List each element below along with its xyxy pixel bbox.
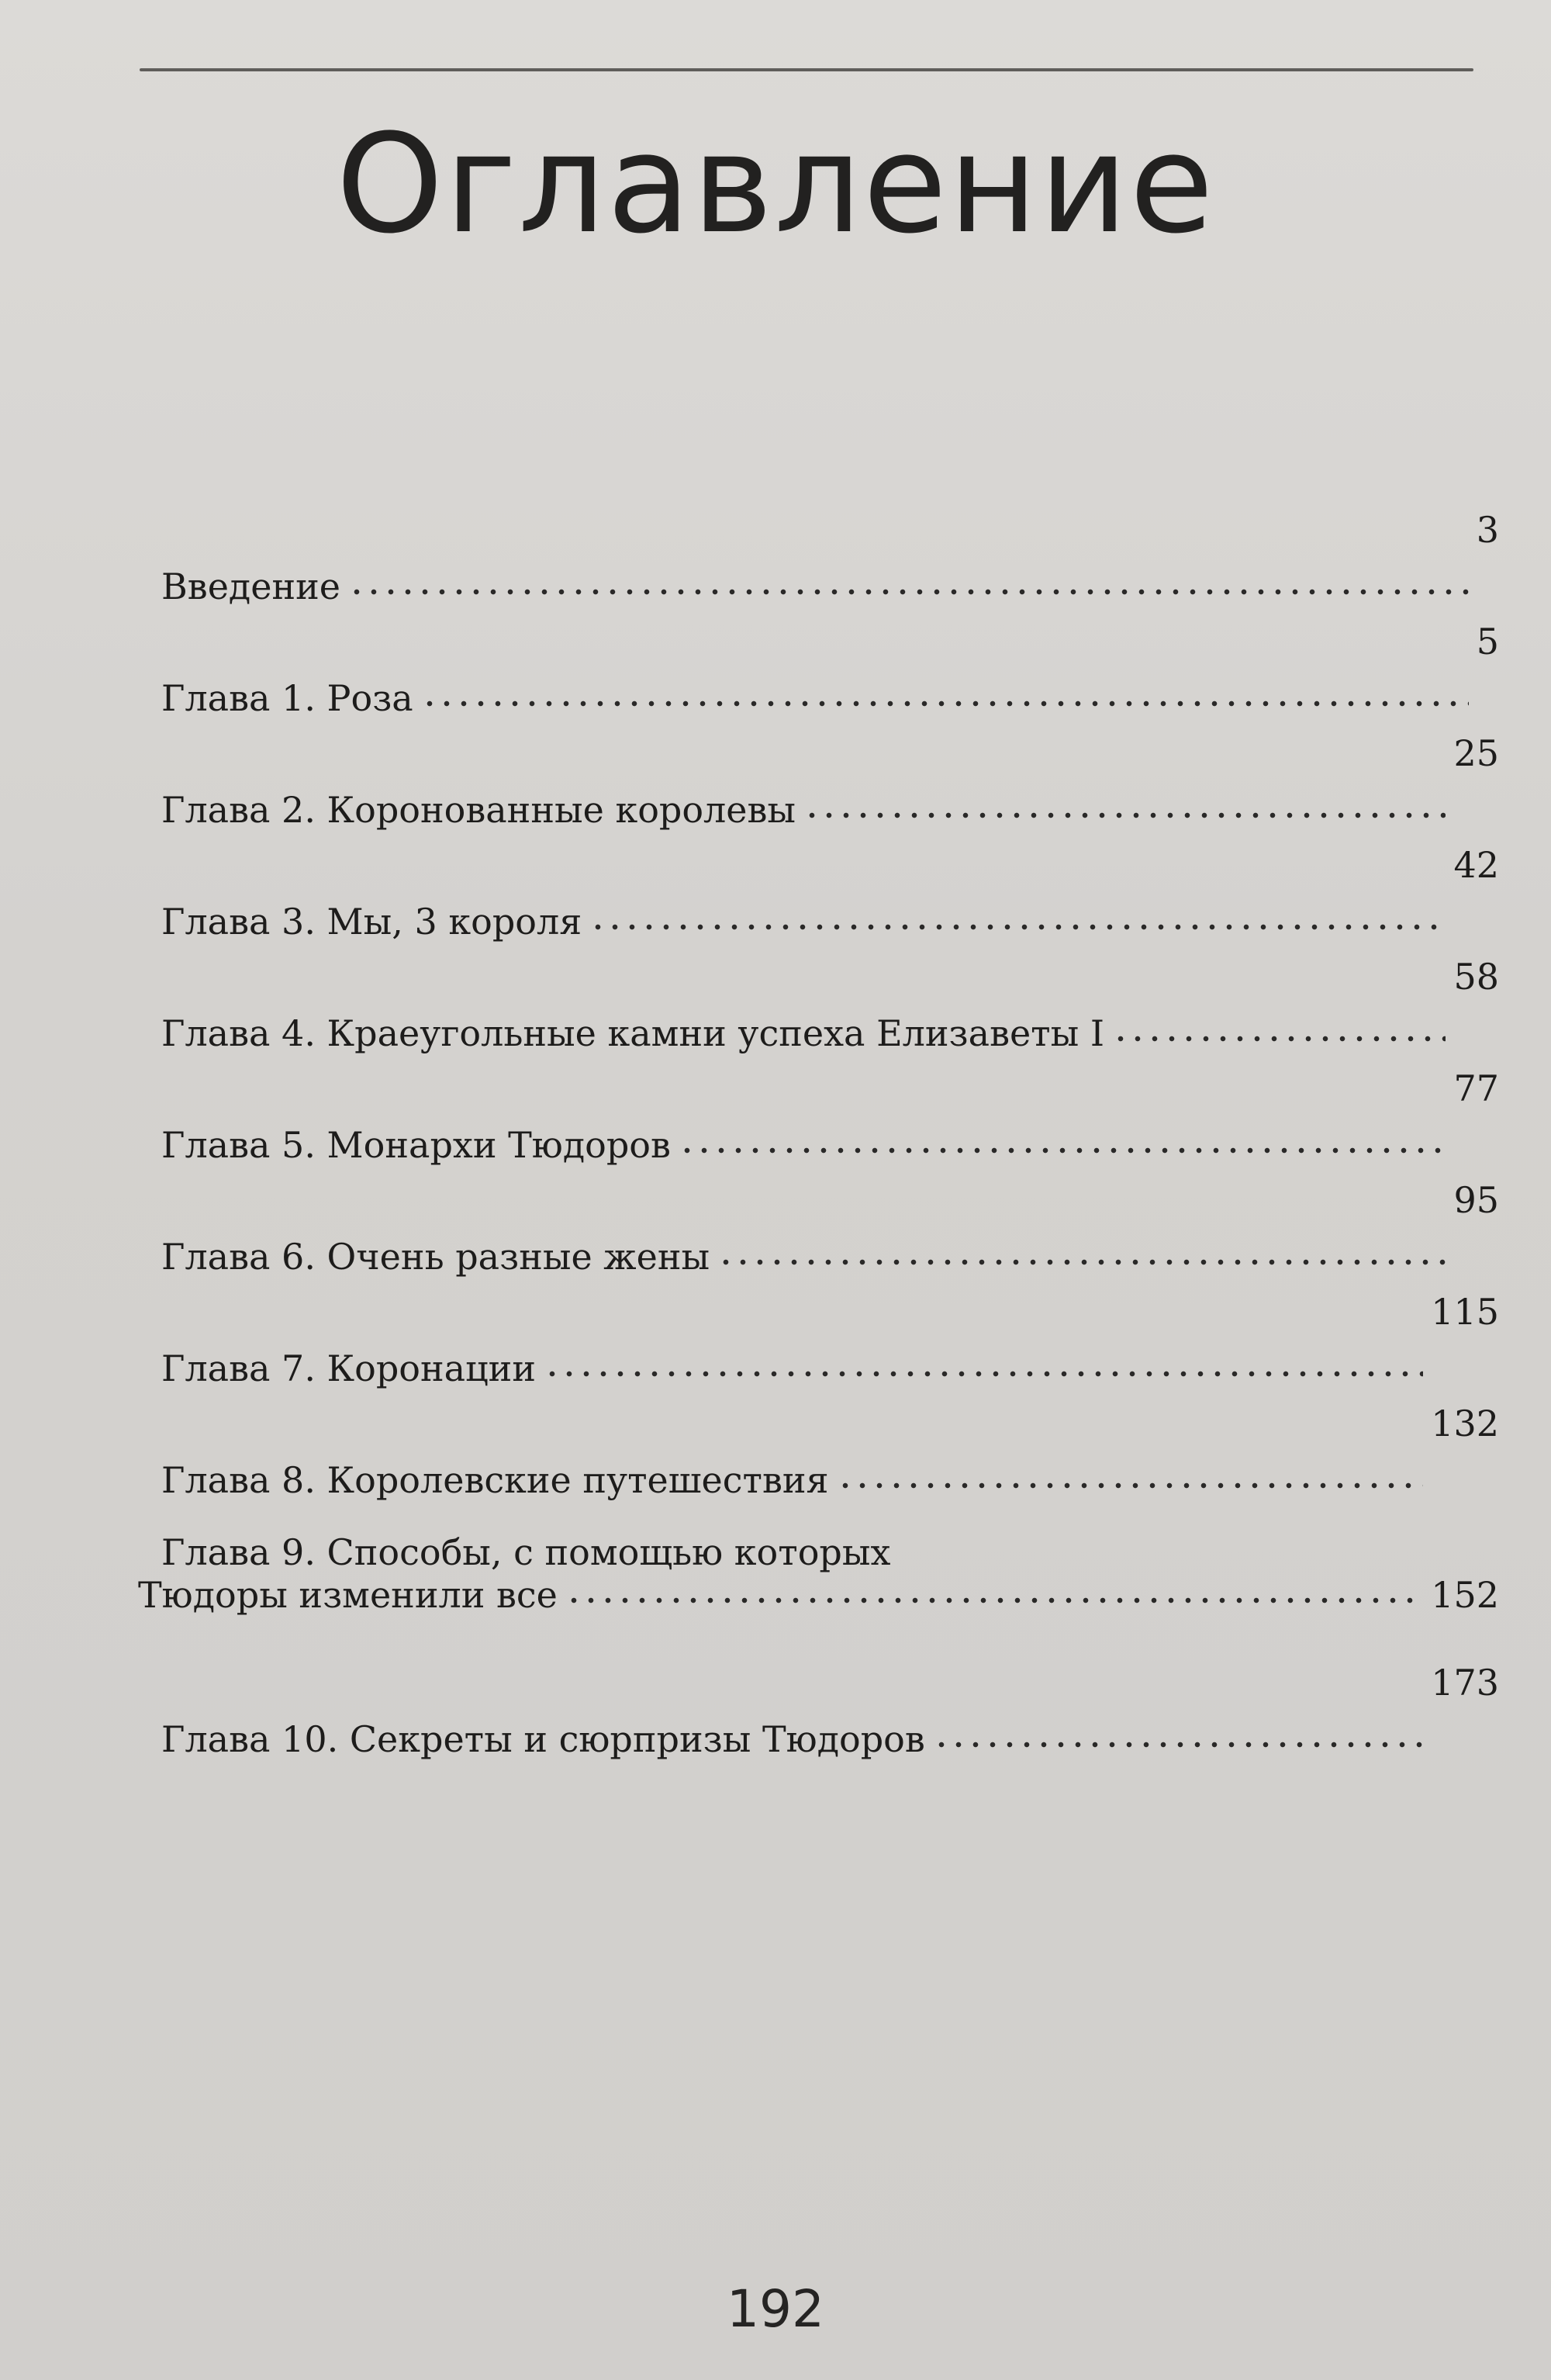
toc-entry-title: Глава 7. Коронации — [161, 1347, 536, 1389]
dot-leader — [933, 1739, 1423, 1750]
toc-entry-title: Глава 8. Королевские путешествия — [161, 1458, 829, 1501]
toc-entry-title: Глава 4. Краеугольные камни успеха Елизаветы I — [161, 1012, 1105, 1054]
toc-entry-page: 115 — [1431, 1291, 1499, 1333]
toc-entry-title: Введение — [161, 565, 341, 607]
toc-entry-chapter-1[interactable] — [161, 608, 1499, 720]
toc-entry-chapter-5[interactable] — [161, 1055, 1499, 1167]
toc-entry-page: 95 — [1453, 1179, 1499, 1221]
toc-entry-title-line-1: Глава 9. Способы, с помощью которых — [161, 1531, 891, 1573]
toc-entry-chapter-3[interactable] — [161, 832, 1499, 943]
header-rule — [140, 68, 1473, 71]
toc-entry-chapter-4[interactable] — [161, 943, 1499, 1055]
dot-leader — [717, 1257, 1446, 1268]
toc-entry-page: 132 — [1431, 1403, 1499, 1444]
toc-entry-page: 173 — [1431, 1662, 1499, 1704]
toc-entry-title: Глава 2. Коронованные королевы — [161, 788, 796, 831]
dot-leader — [1112, 1033, 1446, 1044]
toc-entry-intro[interactable] — [161, 496, 1499, 608]
toc-entry-chapter-8[interactable] — [161, 1390, 1499, 1502]
page-title: Оглавление — [336, 105, 1215, 264]
toc-entry-page: 3 — [1476, 509, 1499, 551]
dot-leader — [589, 922, 1446, 932]
toc-entry-chapter-7[interactable] — [161, 1278, 1499, 1390]
dot-leader — [679, 1145, 1446, 1156]
footer-page-number: 192 — [727, 2279, 824, 2339]
toc-entry-page: 5 — [1476, 621, 1499, 662]
dot-leader — [544, 1368, 1423, 1379]
toc-entry-title: Глава 5. Монархи Тюдоров — [161, 1123, 671, 1166]
toc-entry-page: 58 — [1453, 956, 1499, 998]
toc-entry-title: Глава 3. Мы, 3 короля — [161, 900, 582, 943]
toc-entry-chapter-9[interactable] — [138, 1502, 1499, 1649]
toc-entry-page: 77 — [1453, 1067, 1499, 1109]
toc-entry-row — [138, 1574, 1499, 1617]
toc-entry-chapter-10[interactable] — [161, 1649, 1499, 1761]
toc-entry-chapter-2[interactable] — [161, 720, 1499, 832]
toc-entry-chapter-6[interactable] — [161, 1167, 1499, 1278]
toc-entry-title-line-2: Тюдоры изменили все — [138, 1574, 558, 1617]
dot-leader — [565, 1595, 1423, 1606]
table-of-contents — [138, 496, 1499, 1761]
toc-entry-page: 152 — [1431, 1574, 1499, 1617]
toc-entry-page: 42 — [1453, 844, 1499, 886]
dot-leader — [837, 1480, 1424, 1491]
toc-entry-title: Глава 6. Очень разные жены — [161, 1235, 710, 1278]
dot-leader — [348, 586, 1469, 597]
toc-entry-page: 25 — [1453, 732, 1499, 774]
dot-leader — [421, 698, 1469, 709]
toc-entry-title: Глава 10. Секреты и сюрпризы Тюдоров — [161, 1718, 925, 1760]
dot-leader — [803, 810, 1446, 821]
toc-entry-title: Глава 1. Роза — [161, 676, 413, 719]
